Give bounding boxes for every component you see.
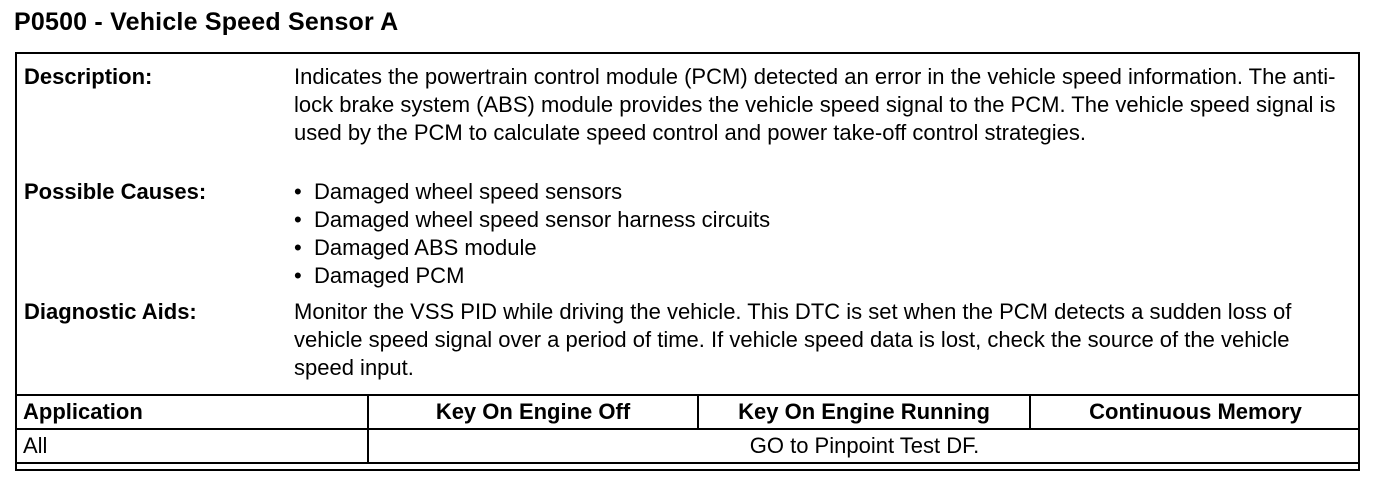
diagnostic-aids-text: Monitor the VSS PID while driving the vehicle. This DTC is set when the PCM detects a sudden loss of vehicle speed signal over a period of time. If vehicle speed data is lost, check the source of the vehicle speed input. (294, 299, 1292, 380)
header-continuous-memory: Continuous Memory (1030, 395, 1360, 429)
header-key-on-engine-running: Key On Engine Running (698, 395, 1030, 429)
list-item (294, 234, 1350, 262)
list-item (294, 178, 1350, 206)
cell-application: All (16, 429, 368, 463)
possible-causes-label: Possible Causes: (24, 179, 207, 204)
cause-text: Damaged wheel speed sensor harness circuits (314, 207, 771, 232)
list-item (294, 262, 1350, 290)
description-text: Indicates the powertrain control module (PCM) detected an error in the vehicle speed information. The anti-lock brake system (ABS) module provides the vehicle speed signal to the PCM. The vehicle speed signal is used by the PCM to calculate speed control and power take-off control strategies. (294, 64, 1336, 145)
header-application: Application (16, 395, 368, 429)
bullet-icon: • (294, 263, 302, 288)
possible-causes-row (17, 178, 1358, 298)
cell-action: GO to Pinpoint Test DF. (368, 429, 1360, 463)
description-label: Description: (24, 64, 153, 89)
table-header-row (16, 395, 1360, 429)
dtc-info-box (15, 52, 1360, 471)
bullet-icon: • (294, 207, 302, 232)
possible-causes-list-container (294, 178, 1358, 298)
bullet-icon: • (294, 235, 302, 260)
cause-text: Damaged ABS module (314, 235, 537, 260)
bullet-icon: • (294, 179, 302, 204)
page-title: P0500 - Vehicle Speed Sensor A (14, 8, 399, 36)
diagnostic-aids-row (17, 298, 1358, 380)
possible-causes-list (294, 178, 1350, 290)
cause-text: Damaged PCM (314, 263, 465, 288)
description-row (17, 54, 1358, 178)
list-item (294, 206, 1350, 234)
table-row (16, 429, 1360, 463)
diagnostic-aids-label: Diagnostic Aids: (24, 299, 197, 324)
header-key-on-engine-off: Key On Engine Off (368, 395, 698, 429)
application-table (15, 394, 1360, 464)
cause-text: Damaged wheel speed sensors (314, 179, 623, 204)
